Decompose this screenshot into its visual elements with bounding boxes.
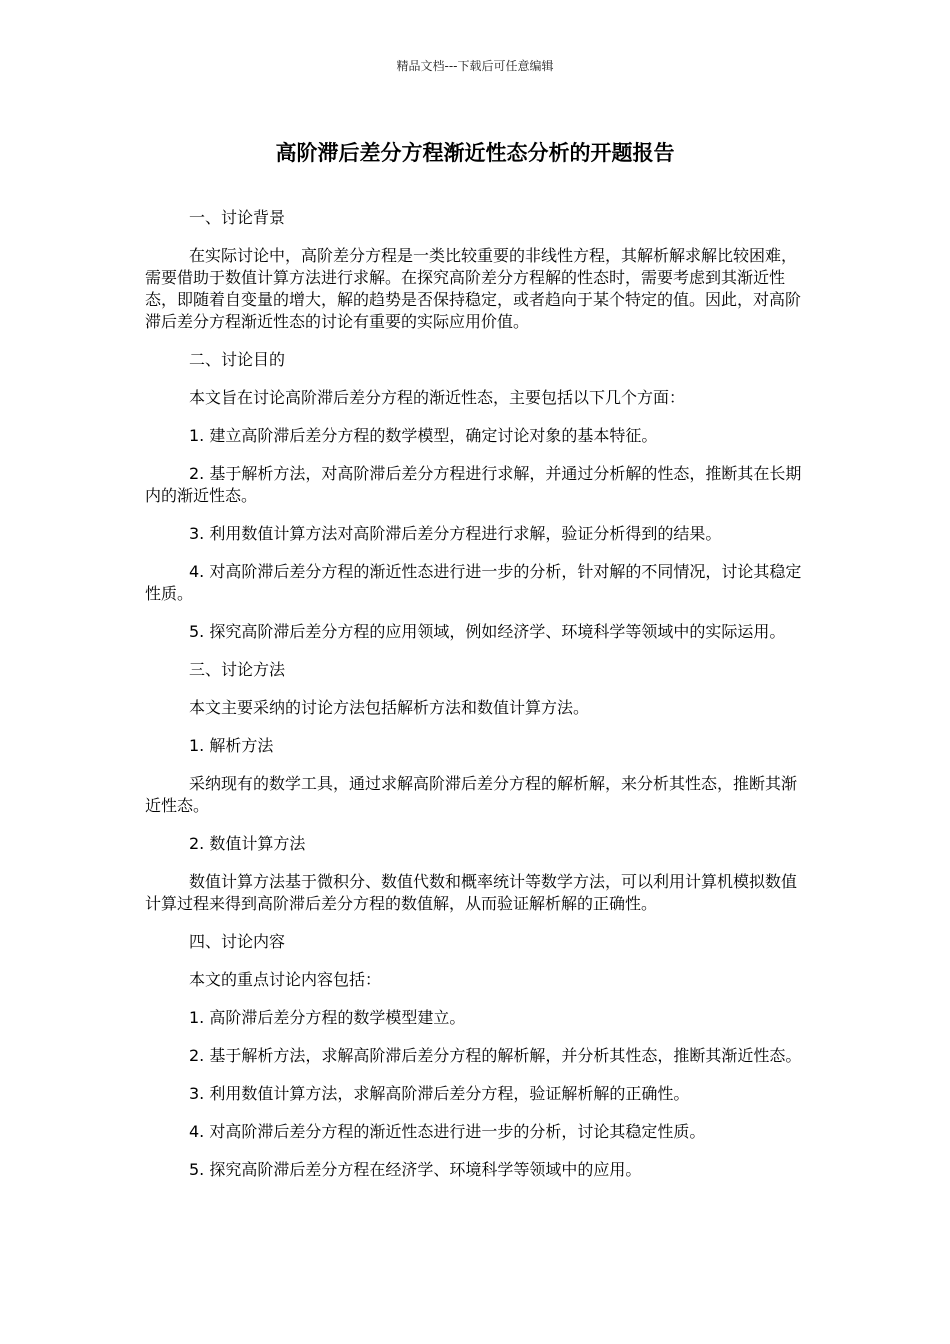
paragraph-methods-intro: 本文主要采纳的讨论方法包括解析方法和数值计算方法。 xyxy=(189,698,590,717)
section-heading-content: 四、讨论内容 xyxy=(189,932,286,951)
header-note: 精品文档---下载后可任意编辑 xyxy=(396,59,554,73)
document-title: 高阶滞后差分方程渐近性态分析的开题报告 xyxy=(275,141,675,165)
paragraph-background: 在实际讨论中，高阶差分方程是一类比较重要的非线性方程，其解析解求解比较困难，需要借助于数值计算方法进行求解。在探究高阶差分方程解的性态时，需要考虑到其渐近性态，即随着自变量的增大，解的趋势是否保持稳定，或者趋向于某个特定的值。因此，对高阶滞后差分方程渐近性态的讨论有重要的实际应用价值。 xyxy=(145,246,802,331)
content-item-1: 1. 高阶滞后差分方程的数学模型建立。 xyxy=(189,1008,466,1027)
paragraph-content-intro: 本文的重点讨论内容包括： xyxy=(189,970,382,989)
section-heading-background: 一、讨论背景 xyxy=(189,208,286,227)
document-body xyxy=(145,207,808,1197)
paragraph-method-analytic: 采纳现有的数学工具，通过求解高阶滞后差分方程的解析解，来分析其性态，推断其渐近性态。 xyxy=(145,774,798,815)
content-item-2: 2. 基于解析方法，求解高阶滞后差分方程的解析解，并分析其性态，推断其渐近性态。 xyxy=(189,1046,802,1065)
purpose-item-3: 3. 利用数值计算方法对高阶滞后差分方程进行求解，验证分析得到的结果。 xyxy=(189,524,722,543)
content-item-3: 3. 利用数值计算方法，求解高阶滞后差分方程，验证解析解的正确性。 xyxy=(189,1084,690,1103)
paragraph-method-numeric: 数值计算方法基于微积分、数值代数和概率统计等数学方法，可以利用计算机模拟数值计算过程来得到高阶滞后差分方程的数值解，从而验证解析解的正确性。 xyxy=(145,872,798,913)
purpose-item-2: 2. 基于解析方法，对高阶滞后差分方程进行求解，并通过分析解的性态，推断其在长期内的渐近性态。 xyxy=(145,464,802,505)
purpose-item-4: 4. 对高阶滞后差分方程的渐近性态进行进一步的分析，针对解的不同情况，讨论其稳定性质。 xyxy=(145,562,802,603)
purpose-item-1: 1. 建立高阶滞后差分方程的数学模型，确定讨论对象的基本特征。 xyxy=(189,426,658,445)
method-heading-analytic: 1. 解析方法 xyxy=(189,736,274,755)
content-item-5: 5. 探究高阶滞后差分方程在经济学、环境科学等领域中的应用。 xyxy=(189,1160,642,1179)
section-heading-methods: 三、讨论方法 xyxy=(189,660,286,679)
content-item-4: 4. 对高阶滞后差分方程的渐近性态进行进一步的分析，讨论其稳定性质。 xyxy=(189,1122,706,1141)
paragraph-purpose-intro: 本文旨在讨论高阶滞后差分方程的渐近性态，主要包括以下几个方面： xyxy=(189,388,686,407)
purpose-item-5: 5. 探究高阶滞后差分方程的应用领域，例如经济学、环境科学等领域中的实际运用。 xyxy=(189,622,786,641)
method-heading-numeric: 2. 数值计算方法 xyxy=(189,834,306,853)
section-heading-purpose: 二、讨论目的 xyxy=(189,350,286,369)
